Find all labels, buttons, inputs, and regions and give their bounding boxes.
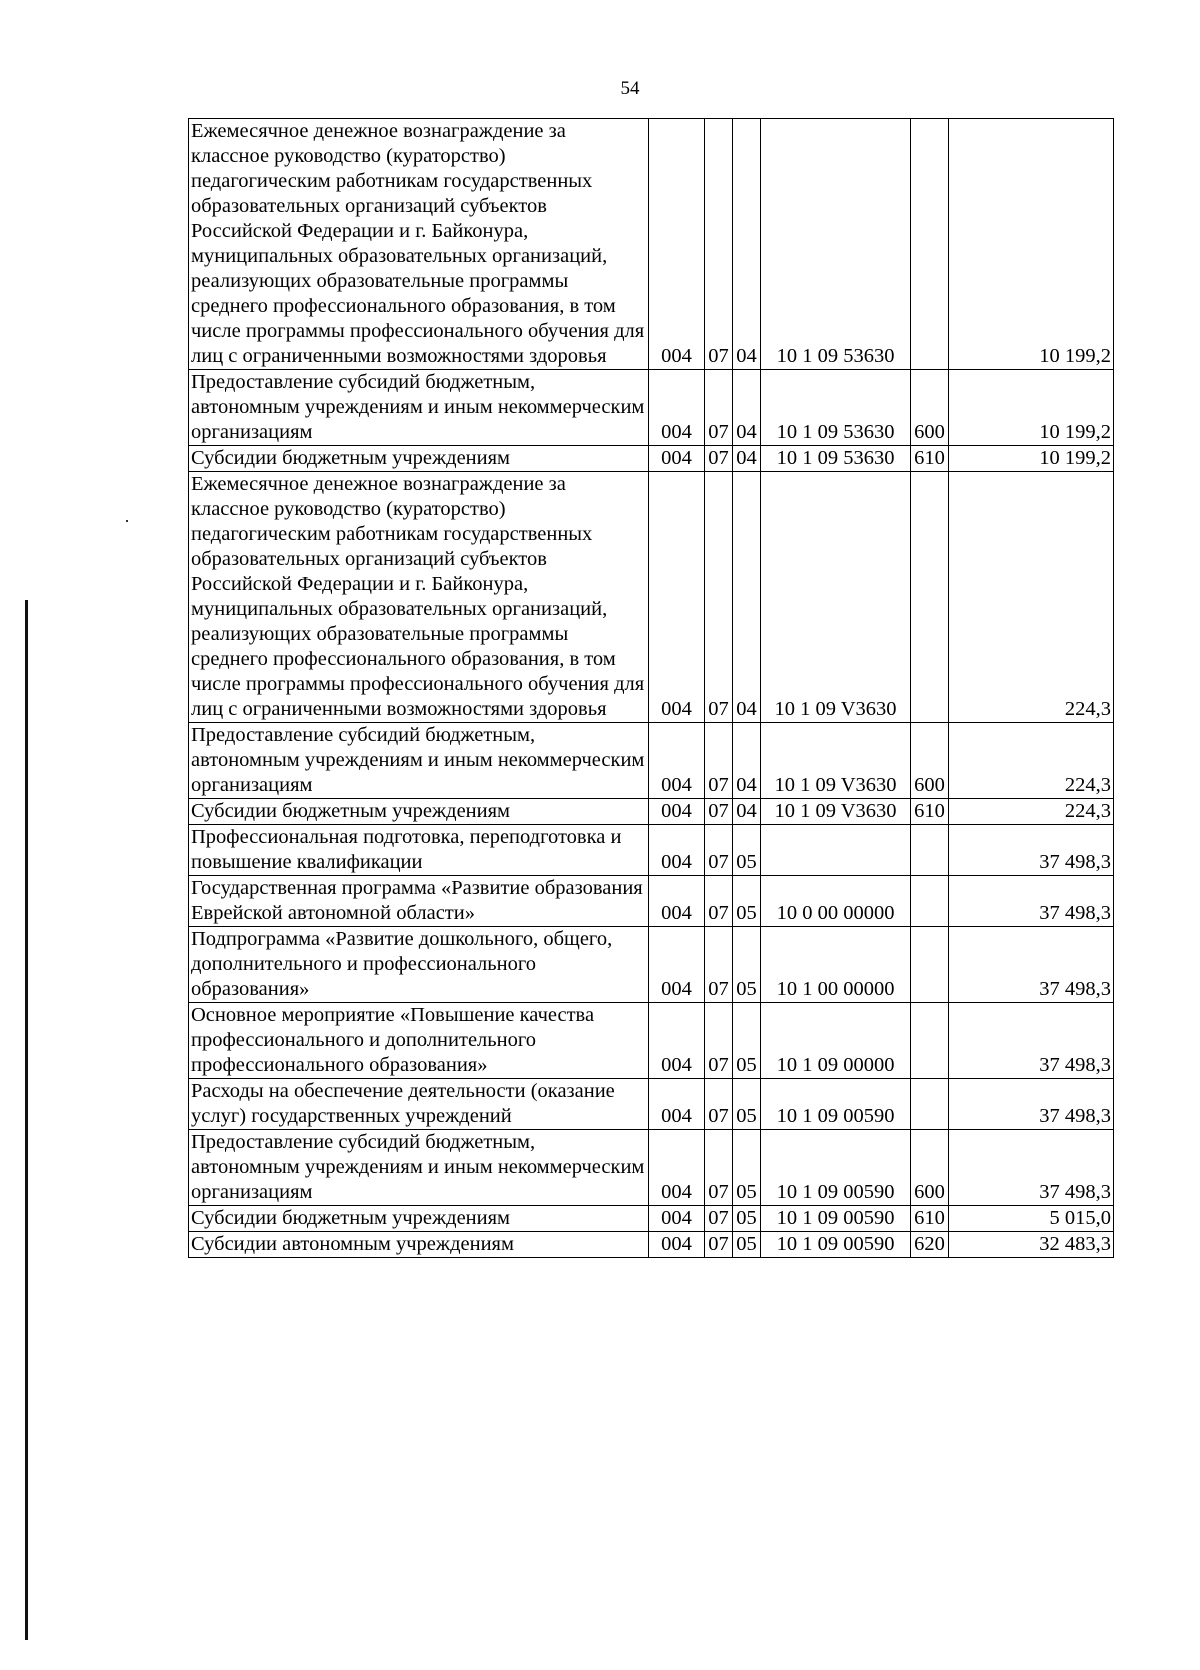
row-ved-cell: 004 — [649, 119, 705, 370]
row-ved-cell: 004 — [649, 1003, 705, 1079]
row-amount-cell: 10 199,2 — [949, 370, 1114, 446]
row-subsection-cell: 05 — [733, 825, 761, 876]
budget-table-body — [189, 119, 1114, 1258]
row-amount-cell: 224,3 — [949, 799, 1114, 825]
row-ved-cell: 004 — [649, 446, 705, 472]
table-row — [189, 825, 1114, 876]
table-row — [189, 119, 1114, 370]
row-amount-cell: 37 498,3 — [949, 825, 1114, 876]
row-name-cell: Предоставление субсидий бюджетным, автономным учреждениям и иным некоммерческим организациям — [189, 370, 649, 446]
row-amount-cell: 224,3 — [949, 723, 1114, 799]
row-section-cell: 07 — [705, 370, 733, 446]
row-subsection-cell: 05 — [733, 876, 761, 927]
row-target-article-cell: 10 1 09 00590 — [761, 1206, 911, 1232]
row-subsection-cell: 05 — [733, 1232, 761, 1258]
budget-table — [188, 118, 1114, 1258]
row-expense-type-cell — [911, 876, 949, 927]
row-subsection-cell: 04 — [733, 472, 761, 723]
row-ved-cell: 004 — [649, 723, 705, 799]
row-expense-type-cell: 600 — [911, 1130, 949, 1206]
row-expense-type-cell: 610 — [911, 446, 949, 472]
row-section-cell: 07 — [705, 1232, 733, 1258]
scan-edge-line — [25, 600, 28, 1640]
table-row — [189, 1079, 1114, 1130]
row-subsection-cell: 05 — [733, 1079, 761, 1130]
row-expense-type-cell — [911, 1003, 949, 1079]
table-row — [189, 446, 1114, 472]
row-subsection-cell: 05 — [733, 1003, 761, 1079]
row-ved-cell: 004 — [649, 1130, 705, 1206]
row-subsection-cell: 04 — [733, 370, 761, 446]
row-expense-type-cell: 600 — [911, 723, 949, 799]
row-section-cell: 07 — [705, 472, 733, 723]
row-target-article-cell: 10 1 09 53630 — [761, 370, 911, 446]
row-name-cell: Предоставление субсидий бюджетным, автономным учреждениям и иным некоммерческим организациям — [189, 723, 649, 799]
row-target-article-cell: 10 1 09 00000 — [761, 1003, 911, 1079]
row-expense-type-cell — [911, 927, 949, 1003]
table-row — [189, 927, 1114, 1003]
page-number: 54 — [620, 78, 640, 99]
row-ved-cell: 004 — [649, 1079, 705, 1130]
row-expense-type-cell — [911, 825, 949, 876]
row-target-article-cell: 10 1 09 53630 — [761, 119, 911, 370]
row-section-cell: 07 — [705, 1130, 733, 1206]
table-row — [189, 1232, 1114, 1258]
row-expense-type-cell — [911, 472, 949, 723]
row-subsection-cell: 04 — [733, 446, 761, 472]
row-name-cell: Субсидии автономным учреждениям — [189, 1232, 649, 1258]
row-subsection-cell: 05 — [733, 1130, 761, 1206]
row-target-article-cell: 10 1 09 V3630 — [761, 799, 911, 825]
row-section-cell: 07 — [705, 723, 733, 799]
table-row — [189, 472, 1114, 723]
row-expense-type-cell: 610 — [911, 799, 949, 825]
row-section-cell: 07 — [705, 799, 733, 825]
row-expense-type-cell — [911, 1079, 949, 1130]
row-target-article-cell — [761, 825, 911, 876]
row-target-article-cell: 10 1 09 00590 — [761, 1130, 911, 1206]
table-row — [189, 1130, 1114, 1206]
row-section-cell: 07 — [705, 119, 733, 370]
row-target-article-cell: 10 0 00 00000 — [761, 876, 911, 927]
row-name-cell: Расходы на обеспечение деятельности (оказание услуг) государственных учреждений — [189, 1079, 649, 1130]
row-subsection-cell: 05 — [733, 927, 761, 1003]
row-ved-cell: 004 — [649, 370, 705, 446]
row-name-cell: Ежемесячное денежное вознаграждение за классное руководство (кураторство) педагогическим работникам государственных образовательных организаций субъектов Российской Федерации и г. Байконура, муниципальных образовательных организаций, реализующих образовательные программы среднего профессионального образования, в том числе программы профессионального обучения для лиц с ограниченными возможностями здоровья — [189, 119, 649, 370]
row-subsection-cell: 04 — [733, 119, 761, 370]
row-subsection-cell: 04 — [733, 723, 761, 799]
row-section-cell: 07 — [705, 1079, 733, 1130]
row-name-cell: Субсидии бюджетным учреждениям — [189, 1206, 649, 1232]
row-name-cell: Основное мероприятие «Повышение качества профессионального и дополнительного профессионального образования» — [189, 1003, 649, 1079]
row-target-article-cell: 10 1 09 00590 — [761, 1232, 911, 1258]
row-name-cell: Государственная программа «Развитие образования Еврейской автономной области» — [189, 876, 649, 927]
table-row — [189, 723, 1114, 799]
row-amount-cell: 32 483,3 — [949, 1232, 1114, 1258]
row-name-cell: Предоставление субсидий бюджетным, автономным учреждениям и иным некоммерческим организациям — [189, 1130, 649, 1206]
row-amount-cell: 37 498,3 — [949, 1079, 1114, 1130]
table-row — [189, 799, 1114, 825]
row-subsection-cell: 04 — [733, 799, 761, 825]
table-row — [189, 1206, 1114, 1232]
row-expense-type-cell: 600 — [911, 370, 949, 446]
row-ved-cell: 004 — [649, 927, 705, 1003]
row-target-article-cell: 10 1 00 00000 — [761, 927, 911, 1003]
row-amount-cell: 37 498,3 — [949, 927, 1114, 1003]
row-section-cell: 07 — [705, 927, 733, 1003]
row-name-cell: Подпрограмма «Развитие дошкольного, общего, дополнительного и профессионального образования» — [189, 927, 649, 1003]
row-section-cell: 07 — [705, 446, 733, 472]
row-section-cell: 07 — [705, 876, 733, 927]
row-section-cell: 07 — [705, 1206, 733, 1232]
row-amount-cell: 10 199,2 — [949, 119, 1114, 370]
table-row — [189, 1003, 1114, 1079]
row-name-cell: Профессиональная подготовка, переподготовка и повышение квалификации — [189, 825, 649, 876]
row-ved-cell: 004 — [649, 876, 705, 927]
row-target-article-cell: 10 1 09 53630 — [761, 446, 911, 472]
row-ved-cell: 004 — [649, 1206, 705, 1232]
row-ved-cell: 004 — [649, 1232, 705, 1258]
row-section-cell: 07 — [705, 1003, 733, 1079]
table-row — [189, 876, 1114, 927]
row-subsection-cell: 05 — [733, 1206, 761, 1232]
row-target-article-cell: 10 1 09 V3630 — [761, 472, 911, 723]
row-expense-type-cell — [911, 119, 949, 370]
row-ved-cell: 004 — [649, 825, 705, 876]
scan-speck — [126, 520, 128, 522]
row-amount-cell: 37 498,3 — [949, 876, 1114, 927]
row-amount-cell: 224,3 — [949, 472, 1114, 723]
row-amount-cell: 10 199,2 — [949, 446, 1114, 472]
row-name-cell: Субсидии бюджетным учреждениям — [189, 799, 649, 825]
table-row — [189, 370, 1114, 446]
row-name-cell: Ежемесячное денежное вознаграждение за классное руководство (кураторство) педагогическим работникам государственных образовательных организаций субъектов Российской Федерации и г. Байконура, муниципальных образовательных организаций, реализующих образовательные программы среднего профессионального образования, в том числе программы профессионального обучения для лиц с ограниченными возможностями здоровья — [189, 472, 649, 723]
row-name-cell: Субсидии бюджетным учреждениям — [189, 446, 649, 472]
row-ved-cell: 004 — [649, 799, 705, 825]
row-ved-cell: 004 — [649, 472, 705, 723]
row-expense-type-cell: 620 — [911, 1232, 949, 1258]
row-target-article-cell: 10 1 09 00590 — [761, 1079, 911, 1130]
row-section-cell: 07 — [705, 825, 733, 876]
row-amount-cell: 37 498,3 — [949, 1003, 1114, 1079]
row-amount-cell: 37 498,3 — [949, 1130, 1114, 1206]
row-amount-cell: 5 015,0 — [949, 1206, 1114, 1232]
row-expense-type-cell: 610 — [911, 1206, 949, 1232]
row-target-article-cell: 10 1 09 V3630 — [761, 723, 911, 799]
